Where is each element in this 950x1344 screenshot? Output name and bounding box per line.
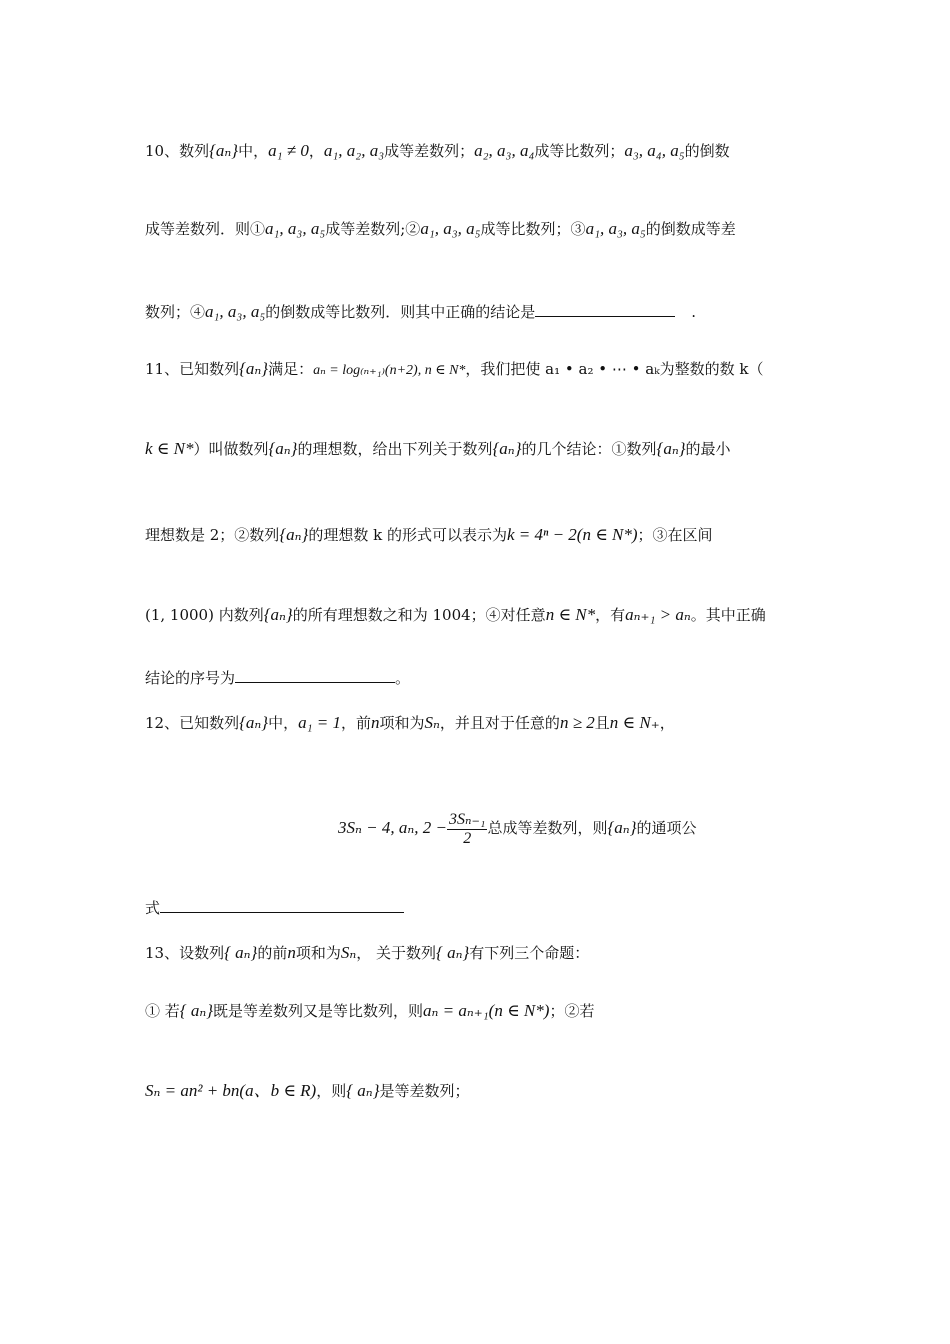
text: 有下列三个命题： (469, 944, 590, 962)
text: 理想数是 2；②数列 (145, 526, 280, 544)
problem-12-line-1 (145, 712, 810, 734)
math-expr: {aₙ} (279, 525, 309, 544)
text: ；②若 (549, 1002, 595, 1020)
text: ；③在区间 (637, 526, 713, 544)
math-expr: {aₙ} (607, 818, 637, 837)
answer-blank[interactable] (235, 666, 395, 683)
text: 的最小 (685, 440, 731, 458)
text: ，则 (316, 1082, 347, 1100)
text: 的倒数成等比数列．则其中正确的结论是 (265, 303, 536, 321)
text: 既是等差数列又是等比数列，则 (213, 1002, 424, 1020)
problem-11-line-4 (145, 604, 810, 626)
problem-number: 11、已知数列 (145, 360, 240, 378)
math-expr: a₁, a₂, a₃ (323, 141, 385, 160)
problem-13-line-3 (145, 1080, 810, 1102)
text: 。其中正确 (690, 606, 766, 624)
text: 成等差数列．则① (145, 220, 266, 238)
math-expr: aₙ = log₍ₙ₊₁₎(n+2), n ∈ N* (313, 363, 466, 378)
math-expr: {aₙ} (209, 141, 239, 160)
math-expr: {aₙ} (656, 439, 686, 458)
text: 的理想数 k 的形式可以表示为 (308, 526, 507, 544)
fraction-denominator: 2 (463, 829, 472, 847)
text: 的前 (257, 944, 288, 962)
text: 数列；④ (145, 303, 206, 321)
text: ，前 (341, 714, 372, 732)
answer-blank[interactable] (160, 896, 404, 913)
math-expr: { aₙ} (436, 943, 470, 962)
math-expr: a₁, a₃, a₅ (420, 219, 481, 238)
math-expr: a₃, a₄, a₅ (624, 141, 685, 160)
text: ① 若 (145, 1002, 180, 1020)
math-expr: n ≥ 2 (559, 713, 595, 732)
math-expr: Sₙ = an² + bn(a、b ∈ R) (145, 1081, 317, 1100)
math-expr: { aₙ} (224, 943, 258, 962)
text: ， (308, 142, 324, 160)
math-expr: Sₙ (424, 713, 440, 732)
text: 满足： (268, 360, 314, 378)
text: 且 (594, 714, 610, 732)
problem-12-line-2 (338, 808, 950, 848)
text: 的几个结论：①数列 (521, 440, 657, 458)
text: 总成等差数列，则 (487, 819, 608, 837)
text: 的倒数成等差 (645, 220, 736, 238)
text: 中， (238, 142, 269, 160)
math-expr: {aₙ} (239, 713, 269, 732)
problem-11-line-1 (145, 358, 810, 382)
fraction (447, 811, 488, 848)
math-expr: a₁ = 1 (298, 713, 341, 732)
text: ， (659, 714, 675, 732)
problem-13-line-2 (145, 1000, 810, 1022)
text: ，我们把使 a₁ • a₂ • ⋯ • aₖ为整数的数 k（ (465, 360, 764, 378)
problem-12-line-3 (145, 896, 810, 919)
text: 成等差数列； (384, 142, 475, 160)
text: 是等差数列； (379, 1082, 470, 1100)
math-expr: aₙ₊₁ > aₙ (625, 605, 691, 624)
problem-10-line-1 (145, 140, 810, 162)
problem-10-line-3 (145, 300, 810, 323)
text: 的通项公 (636, 819, 697, 837)
math-expr: k = 4ⁿ − 2(n ∈ N*) (506, 525, 638, 544)
text: 式 (145, 899, 161, 917)
problem-11-line-3 (145, 524, 810, 546)
problem-11-line-2 (145, 438, 810, 460)
math-expr: a₂, a₃, a₄ (474, 141, 535, 160)
text: ，有 (595, 606, 626, 624)
math-expr: {aₙ} (263, 605, 293, 624)
math-expr: {aₙ} (492, 439, 522, 458)
math-expr: n ∈ N₊ (609, 713, 660, 732)
text: ）叫做数列 (193, 440, 269, 458)
answer-blank[interactable] (535, 300, 675, 317)
math-expr: 3Sₙ − 4, aₙ, 2 − (338, 818, 447, 837)
text: 项和为 (379, 714, 425, 732)
text: (1, 1000) 内数列 (145, 606, 264, 624)
text: 项和为 (295, 944, 341, 962)
text: 的理想数，给出下列关于数列 (297, 440, 493, 458)
text: 。 (395, 669, 411, 687)
text: 成等比数列；③ (480, 220, 586, 238)
text: ，并且对于任意的 (439, 714, 560, 732)
math-expr: aₙ = aₙ₊₁(n ∈ N*) (423, 1001, 550, 1020)
problem-10-line-2 (145, 218, 810, 240)
math-expr: k ∈ N* (145, 439, 194, 458)
math-expr: a₁, a₃, a₅ (265, 219, 326, 238)
math-expr: n ∈ N* (545, 605, 596, 624)
math-expr: {aₙ} (268, 439, 298, 458)
math-expr: { aₙ} (179, 1001, 214, 1020)
math-expr: a₁ ≠ 0 (268, 141, 309, 160)
problem-11-line-5 (145, 666, 810, 689)
math-expr: Sₙ (340, 943, 357, 962)
text: 结论的序号为 (145, 669, 236, 687)
math-expr: n (371, 713, 380, 732)
problem-number: 13、设数列 (145, 944, 225, 962)
text: 中， (268, 714, 299, 732)
fraction-numerator: 3Sₙ₋₁ (448, 810, 486, 828)
math-expr: { aₙ} (346, 1081, 380, 1100)
text: ， 关于数列 (356, 944, 437, 962)
problem-13-line-1 (145, 942, 810, 964)
text: 成等差数列;② (325, 220, 421, 238)
math-expr: {aₙ} (239, 359, 269, 378)
text: 的所有理想数之和为 1004；④对任意 (292, 606, 546, 624)
text: 的倒数 (684, 142, 730, 160)
problem-number: 10、数列 (145, 142, 210, 160)
math-expr: a₁, a₃, a₅ (585, 219, 646, 238)
math-expr: a₁, a₃, a₅ (205, 302, 266, 321)
text: 成等比数列； (534, 142, 625, 160)
text: . (691, 303, 697, 321)
math-expr: n (287, 943, 296, 962)
problem-number: 12、已知数列 (145, 714, 240, 732)
